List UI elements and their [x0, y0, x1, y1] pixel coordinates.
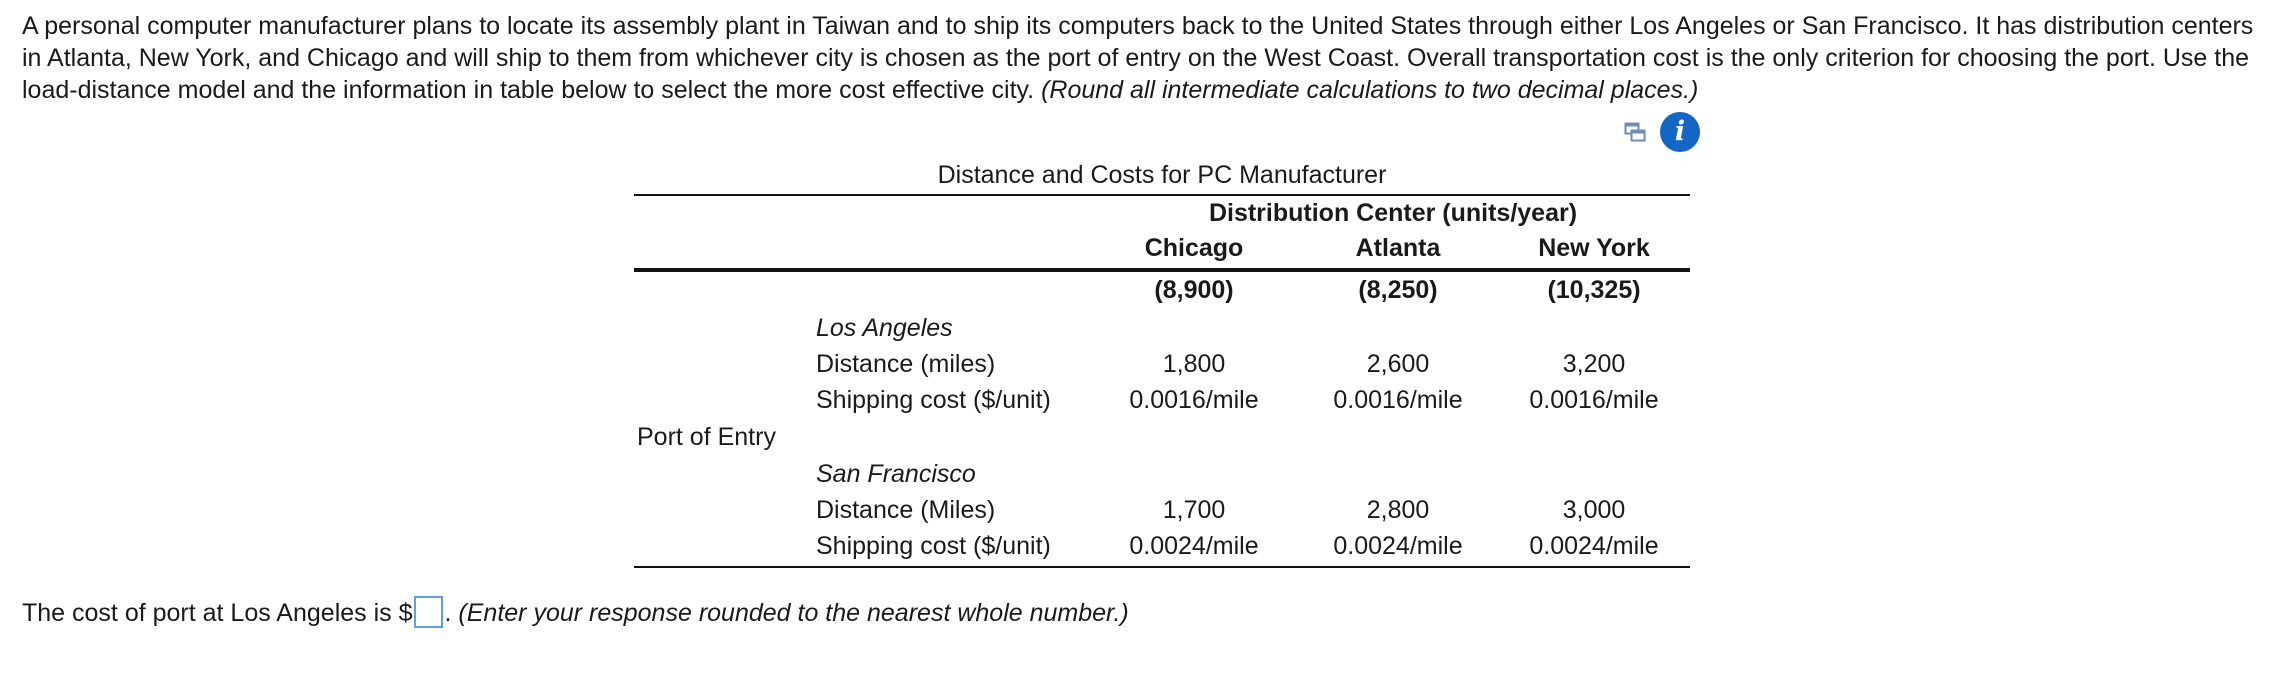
table-caption: Distance and Costs for PC Manufacturer — [937, 161, 1387, 189]
row-label-la-cost: Shipping cost ($/unit) — [816, 386, 1051, 414]
row-label-sf-distance: Distance (Miles) — [816, 496, 996, 524]
port-of-entry-label: Port of Entry — [637, 423, 776, 451]
la-cost-atlanta: 0.0016/mile — [1333, 386, 1463, 414]
problem-text: A personal computer manufacturer plans to locate its assembly plant in Taiwan and to ship its computers back to the United States through either Los Angeles or San Francisco. It has distribution centers in Atlanta, New York, and Chicago and will ship to them from whichever city is chosen as the port of entry on the West Coast. Overall transportation cost is the only criterion for choosing the port. Use the load-distance model and the information in table below to select the more cost effective city. — [22, 12, 2254, 104]
volume-new-york: (10,325) — [1547, 276, 1641, 304]
sf-distance-new-york: 3,000 — [1562, 496, 1626, 524]
table-tools — [1624, 112, 1700, 152]
la-distance-new-york: 3,200 — [1562, 350, 1626, 378]
group-header: Distribution Center (units/year) — [1208, 199, 1578, 227]
info-icon[interactable]: i — [1660, 112, 1700, 152]
answer-suffix: . — [444, 599, 459, 627]
la-cost-chicago: 0.0016/mile — [1129, 386, 1259, 414]
header-rule — [634, 268, 1690, 272]
column-header-new-york: New York — [1538, 234, 1650, 262]
la-distance-chicago: 1,800 — [1162, 350, 1226, 378]
row-label-la-distance: Distance (miles) — [816, 350, 996, 378]
answer-note: (Enter your response rounded to the nearest whole number.) — [458, 599, 1129, 627]
sf-distance-chicago: 1,700 — [1162, 496, 1226, 524]
table-top-rule — [634, 194, 1690, 196]
sf-cost-atlanta: 0.0024/mile — [1333, 532, 1463, 560]
answer-prefix: The cost of port at Los Angeles is $ — [22, 599, 413, 627]
port-name-los-angeles: Los Angeles — [816, 314, 953, 342]
sf-distance-atlanta: 2,800 — [1366, 496, 1430, 524]
table-bottom-rule — [634, 566, 1690, 568]
problem-statement — [22, 10, 2277, 106]
la-cost-new-york: 0.0016/mile — [1529, 386, 1659, 414]
volume-atlanta: (8,250) — [1358, 276, 1438, 304]
port-name-san-francisco: San Francisco — [816, 460, 976, 488]
rounding-note: (Round all intermediate calculations to two decimal places.) — [1041, 76, 1699, 104]
copy-table-icon[interactable] — [1624, 122, 1646, 142]
volume-chicago: (8,900) — [1154, 276, 1234, 304]
column-header-chicago: Chicago — [1144, 234, 1244, 262]
sf-cost-chicago: 0.0024/mile — [1129, 532, 1259, 560]
answer-prompt — [22, 596, 1129, 630]
row-label-sf-cost: Shipping cost ($/unit) — [816, 532, 1051, 560]
column-header-atlanta: Atlanta — [1355, 234, 1441, 262]
la-distance-atlanta: 2,600 — [1366, 350, 1430, 378]
answer-input[interactable] — [414, 596, 443, 628]
sf-cost-new-york: 0.0024/mile — [1529, 532, 1659, 560]
